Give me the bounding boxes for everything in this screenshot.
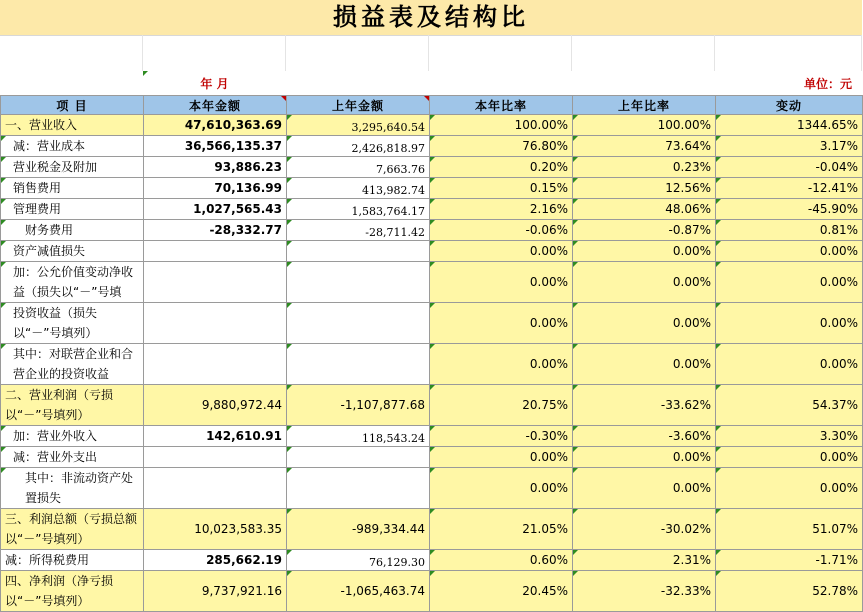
cell-item[interactable]: 管理费用 — [1, 199, 144, 220]
cell-change[interactable]: -1.71% — [716, 550, 863, 571]
cell-current-amount[interactable]: 70,136.99 — [144, 178, 287, 199]
year-month-label[interactable]: 年 月 — [143, 71, 286, 95]
cell-change[interactable]: -45.90% — [716, 199, 863, 220]
cell-current-amount[interactable] — [144, 262, 287, 303]
table-row — [1, 571, 863, 612]
cell-current-ratio[interactable]: -0.06% — [430, 220, 573, 241]
cell-change[interactable]: 0.81% — [716, 220, 863, 241]
table-row — [1, 262, 863, 303]
header-current-amount[interactable]: 本年金额 — [144, 96, 287, 115]
header-current-ratio[interactable]: 本年比率 — [430, 96, 573, 115]
cell-current-ratio[interactable]: 0.20% — [430, 157, 573, 178]
table-row — [1, 136, 863, 157]
cell-prior-amount[interactable] — [287, 115, 430, 136]
cell-current-ratio[interactable]: 0.00% — [430, 468, 573, 509]
header-change[interactable]: 变动 — [716, 96, 863, 115]
cell-change[interactable]: 3.17% — [716, 136, 863, 157]
blank-cell[interactable] — [0, 35, 143, 71]
cell-current-ratio[interactable]: 0.15% — [430, 178, 573, 199]
table-row — [1, 550, 863, 571]
cell-current-amount[interactable]: 9,737,921.16 — [144, 571, 287, 612]
cell-prior-amount[interactable] — [287, 199, 430, 220]
cell-item[interactable]: 减：营业外支出 — [1, 447, 144, 468]
cell-prior-ratio[interactable]: 0.00% — [573, 344, 716, 385]
cell-prior-amount-value: 3,295,640.54 — [351, 120, 425, 134]
cell-prior-amount-value: 413,982.74 — [362, 183, 425, 197]
cell-item[interactable]: 减：所得税费用 — [1, 550, 144, 571]
blank-cell[interactable] — [572, 35, 715, 71]
cell-prior-ratio[interactable]: 0.00% — [573, 468, 716, 509]
cell-current-amount[interactable]: 9,880,972.44 — [144, 385, 287, 426]
cell-current-amount[interactable]: -28,332.77 — [144, 220, 287, 241]
cell-current-amount[interactable] — [144, 447, 287, 468]
cell-current-ratio[interactable]: 0.00% — [430, 344, 573, 385]
header-row — [1, 96, 863, 115]
cell-prior-amount-value: 118,543.24 — [362, 431, 425, 445]
table-row — [1, 385, 863, 426]
header-prior-ratio[interactable]: 上年比率 — [573, 96, 716, 115]
cell-prior-ratio[interactable]: -33.62% — [573, 385, 716, 426]
blank-row — [0, 35, 862, 71]
cell-prior-amount[interactable] — [287, 303, 430, 344]
cell-change[interactable]: 0.00% — [716, 344, 863, 385]
table-row — [1, 199, 863, 220]
table-row — [1, 157, 863, 178]
cell-prior-ratio[interactable]: 100.00% — [573, 115, 716, 136]
cell-prior-ratio[interactable]: -32.33% — [573, 571, 716, 612]
cell-current-ratio[interactable]: 76.80% — [430, 136, 573, 157]
cell-item[interactable]: 一、营业收入 — [1, 115, 144, 136]
cell-change[interactable]: 0.00% — [716, 241, 863, 262]
cell-prior-ratio[interactable]: -0.87% — [573, 220, 716, 241]
cell-item[interactable]: 销售费用 — [1, 178, 144, 199]
cell-item[interactable]: 四、净利润（净亏损以“－”号填列） — [1, 571, 144, 612]
cell-current-ratio[interactable]: -0.30% — [430, 426, 573, 447]
table-row — [1, 509, 863, 550]
cell-current-ratio[interactable]: 21.05% — [430, 509, 573, 550]
table-row — [1, 447, 863, 468]
cell-current-amount[interactable]: 1,027,565.43 — [144, 199, 287, 220]
cell-item[interactable]: 营业税金及附加 — [1, 157, 144, 178]
unit-label[interactable]: 单位：元 — [803, 77, 852, 91]
cell-current-amount[interactable]: 47,610,363.69 — [144, 115, 287, 136]
table-row — [1, 115, 863, 136]
cell-change[interactable]: -0.04% — [716, 157, 863, 178]
cell-prior-amount[interactable] — [287, 550, 430, 571]
cell-change[interactable]: 0.00% — [716, 303, 863, 344]
cell-change[interactable]: 52.78% — [716, 571, 863, 612]
cell-current-ratio[interactable]: 2.16% — [430, 199, 573, 220]
cell-item[interactable]: 其中：对联营企业和合营企业的投资收益 — [1, 344, 144, 385]
cell-change[interactable]: 1344.65% — [716, 115, 863, 136]
cell-prior-amount[interactable] — [287, 426, 430, 447]
cell-current-amount[interactable]: 93,886.23 — [144, 157, 287, 178]
sheet-title: 损益表及结构比 — [0, 0, 862, 36]
cell-prior-amount-value: -28,711.42 — [365, 225, 425, 239]
cell-prior-ratio[interactable]: 0.00% — [573, 447, 716, 468]
cell-current-ratio[interactable]: 0.60% — [430, 550, 573, 571]
cell-current-amount[interactable] — [144, 303, 287, 344]
cell-prior-amount[interactable]: -1,107,877.68 — [287, 385, 430, 426]
cell-current-ratio[interactable]: 100.00% — [430, 115, 573, 136]
cell-prior-amount-value: 1,583,764.17 — [351, 204, 425, 218]
cell-change[interactable]: 54.37% — [716, 385, 863, 426]
cell-prior-amount[interactable] — [287, 136, 430, 157]
cell-current-ratio[interactable]: 0.00% — [430, 303, 573, 344]
cell-prior-amount[interactable] — [287, 241, 430, 262]
cell-change[interactable]: 3.30% — [716, 426, 863, 447]
cell-item[interactable]: 财务费用 — [1, 220, 144, 241]
cell-prior-ratio[interactable]: 0.00% — [573, 303, 716, 344]
cell-current-amount[interactable] — [144, 241, 287, 262]
blank-cell[interactable] — [429, 35, 572, 71]
table-row — [1, 426, 863, 447]
cell-change[interactable]: 0.00% — [716, 468, 863, 509]
cell-prior-ratio[interactable]: 73.64% — [573, 136, 716, 157]
cell-prior-amount[interactable] — [287, 447, 430, 468]
cell-prior-amount-value: 7,663.76 — [376, 162, 425, 176]
cell-current-amount[interactable] — [144, 468, 287, 509]
cell-prior-amount-value: 76,129.30 — [369, 555, 425, 569]
cell-prior-amount[interactable] — [287, 220, 430, 241]
cell-current-amount[interactable]: 10,023,583.35 — [144, 509, 287, 550]
income-statement-table — [0, 95, 863, 612]
cell-item[interactable]: 二、营业利润（亏损以“－”号填列） — [1, 385, 144, 426]
cell-item[interactable]: 减：营业成本 — [1, 136, 144, 157]
blank-cell[interactable] — [286, 35, 429, 71]
cell-change[interactable]: 51.07% — [716, 509, 863, 550]
cell-change[interactable]: 0.00% — [716, 447, 863, 468]
header-item[interactable]: 项 目 — [1, 96, 144, 115]
cell-prior-amount[interactable]: -1,065,463.74 — [287, 571, 430, 612]
cell-current-amount[interactable]: 142,610.91 — [144, 426, 287, 447]
cell-current-ratio[interactable]: 20.75% — [430, 385, 573, 426]
cell-prior-amount[interactable]: -989,334.44 — [287, 509, 430, 550]
cell-current-ratio[interactable]: 0.00% — [430, 241, 573, 262]
cell-prior-ratio[interactable]: -30.02% — [573, 509, 716, 550]
cell-change[interactable]: -12.41% — [716, 178, 863, 199]
info-row — [0, 71, 862, 95]
cell-prior-amount[interactable] — [287, 157, 430, 178]
table-row — [1, 468, 863, 509]
cell-prior-ratio[interactable]: -3.60% — [573, 426, 716, 447]
cell-prior-amount[interactable] — [287, 468, 430, 509]
header-prior-amount[interactable]: 上年金额 — [287, 96, 430, 115]
cell-current-ratio[interactable]: 0.00% — [430, 447, 573, 468]
cell-prior-ratio[interactable]: 48.06% — [573, 199, 716, 220]
blank-cell[interactable] — [715, 35, 862, 71]
cell-prior-amount-value: 2,426,818.97 — [351, 141, 425, 155]
cell-prior-amount[interactable] — [287, 262, 430, 303]
cell-current-amount[interactable]: 285,662.19 — [144, 550, 287, 571]
cell-prior-ratio[interactable]: 0.23% — [573, 157, 716, 178]
cell-item[interactable]: 资产减值损失 — [1, 241, 144, 262]
cell-item[interactable]: 三、利润总额（亏损总额以“－”号填列） — [1, 509, 144, 550]
cell-current-ratio[interactable]: 20.45% — [430, 571, 573, 612]
cell-prior-ratio[interactable]: 0.00% — [573, 241, 716, 262]
cell-current-amount[interactable] — [144, 344, 287, 385]
blank-cell[interactable] — [143, 35, 286, 71]
cell-item[interactable]: 投资收益（损失以“－”号填列） — [1, 303, 144, 344]
cell-prior-ratio[interactable]: 12.56% — [573, 178, 716, 199]
cell-prior-ratio[interactable]: 0.00% — [573, 262, 716, 303]
cell-current-amount[interactable]: 36,566,135.37 — [144, 136, 287, 157]
cell-item[interactable]: 加：公允价值变动净收益（损失以“－”号填 — [1, 262, 144, 303]
cell-prior-amount[interactable] — [287, 344, 430, 385]
table-row — [1, 220, 863, 241]
cell-item[interactable]: 加：营业外收入 — [1, 426, 144, 447]
table-row — [1, 303, 863, 344]
table-row — [1, 241, 863, 262]
cell-item[interactable]: 其中：非流动资产处置损失 — [1, 468, 144, 509]
table-row — [1, 344, 863, 385]
cell-prior-ratio[interactable]: 2.31% — [573, 550, 716, 571]
cell-change[interactable]: 0.00% — [716, 262, 863, 303]
cell-prior-amount[interactable] — [287, 178, 430, 199]
cell-current-ratio[interactable]: 0.00% — [430, 262, 573, 303]
table-row — [1, 178, 863, 199]
